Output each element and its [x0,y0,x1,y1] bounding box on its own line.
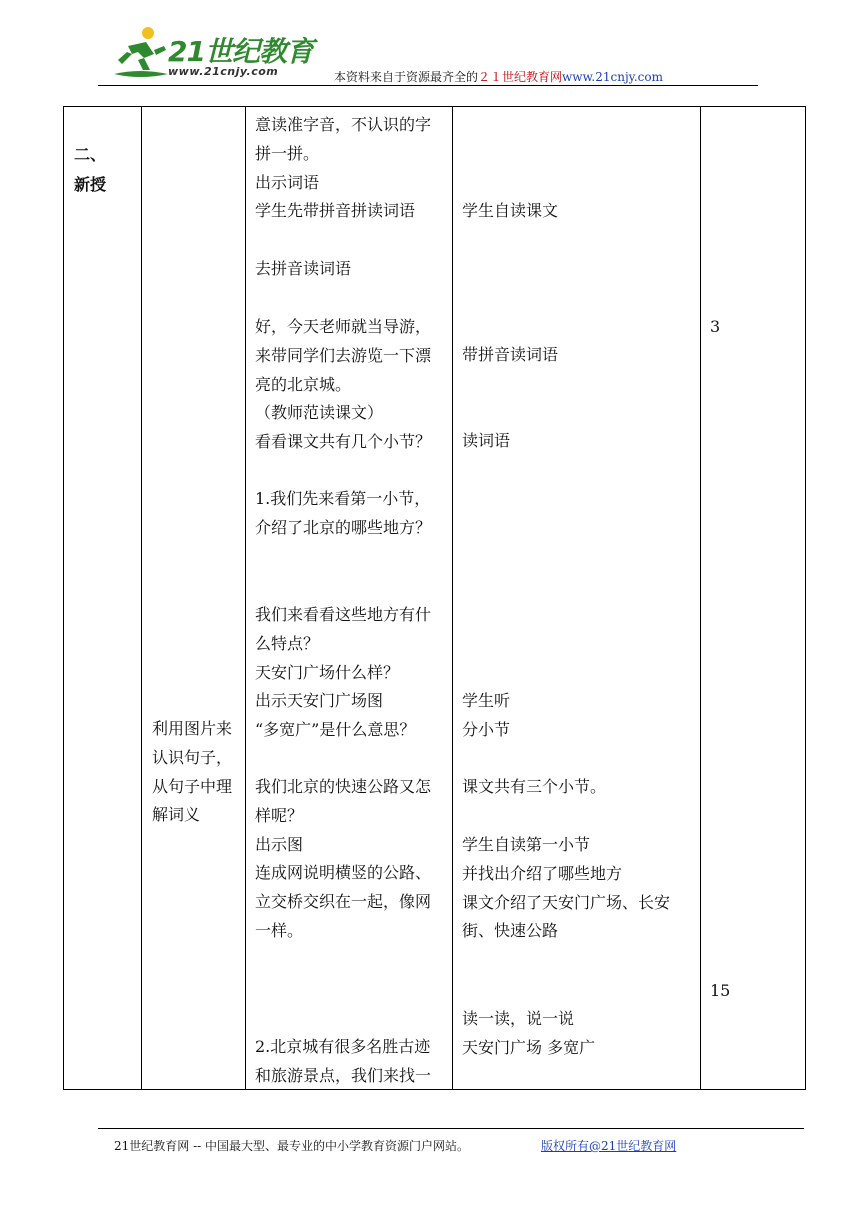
header-tagline-prefix: 本资料来自于资源最齐全的 [334,70,479,84]
header-divider [98,85,758,86]
student-line: 天安门广场 多宽广 [462,1037,596,1057]
time-cell [701,107,806,1090]
student-line: 学生自读第一小节 [462,835,591,854]
footer-copyright-link[interactable]: 版权所有@21世纪教育网 [541,1139,677,1153]
footer-text: 21世纪教育网 -- 中国最大型、最专业的中小学教育资源门户网站。 [114,1139,470,1153]
student-line: 学生听 [462,691,511,710]
student-line: 课文介绍了天安门广场、长安 [462,892,671,912]
teacher-line: 2.北京城有很多名胜古迹 [255,1037,431,1056]
student-activity-block [462,831,670,946]
student-line: 并找出介绍了哪些地方 [462,863,623,883]
teacher-line: 天安门广场什么样？ [255,662,400,682]
student-activity-block [462,341,558,370]
student-activity-block [462,427,510,456]
teacher-line: 1.我们先来看第一小节， [255,489,431,508]
student-line: 读词语 [462,431,511,450]
teacher-line: 和旅游景点，我们来找一 [255,1065,432,1085]
student-activity-block [462,197,558,226]
table-row [64,107,806,1090]
teacher-activity-cell [246,107,453,1090]
intent-line: 解词义 [152,805,201,825]
site-logo [110,24,313,82]
student-line: 街、快速公路 [462,921,559,941]
section-label [74,140,106,200]
teacher-activity-block [255,601,431,745]
student-line: 学生自读课文 [462,201,559,220]
logo-brand-text: 21世纪教育 [168,35,313,68]
teacher-line: 我们来看看这些地方有什 [255,605,432,624]
teacher-line: 好，今天老师就当导游， [255,317,432,336]
section-cell [64,107,142,1090]
teacher-line: 来带同学们去游览一下漂 [255,345,432,365]
teacher-line: 拼一拼。 [255,143,320,163]
teacher-line: （教师范读课文） [255,403,384,423]
teacher-line: “多宽广”是什么意思？ [255,720,416,740]
header-tagline [334,68,663,85]
teacher-line: 意读准字音，不认识的字 [255,115,432,134]
logo-url-text: www.21cnjy.com [168,65,279,78]
section-title: 新授 [74,175,107,194]
teacher-line: 立交桥交织在一起，像网 [255,892,432,912]
lesson-plan-table [63,106,806,1090]
teacher-line: 介绍了北京的哪些地方？ [255,517,432,537]
intent-line: 利用图片来 [152,719,233,738]
teacher-line: 一样。 [255,920,304,940]
teacher-line: 亮的北京城。 [255,374,352,394]
student-activity-cell [453,107,701,1090]
runner-logo-icon [110,24,172,82]
teacher-line: 样呢？ [255,805,304,825]
intent-text [152,715,232,830]
teacher-line: 出示天安门广场图 [255,691,384,711]
teacher-line: 连成网说明横竖的公路、 [255,863,432,883]
teacher-activity-block [255,255,351,284]
header-site-name: ２１世纪教育网 [478,70,563,84]
student-line: 读一读，说一说 [462,1009,575,1028]
intent-cell [142,107,246,1090]
time-value: 3 [710,317,721,336]
teacher-activity-block [255,111,431,226]
student-activity-block [462,687,510,745]
time-value: 15 [710,981,731,1000]
teacher-line: 去拼音读词语 [255,259,352,278]
intent-line: 从句子中理 [152,776,233,796]
teacher-line: 出示词语 [255,172,320,192]
teacher-line: 么特点？ [255,633,320,653]
student-line: 带拼音读词语 [462,345,559,364]
teacher-activity-block [255,485,431,543]
student-activity-block [462,773,606,802]
footer-divider [98,1128,804,1129]
teacher-activity-block [255,1033,431,1091]
teacher-line: 我们北京的快速公路又怎 [255,777,432,796]
intent-line: 认识句子， [152,747,233,767]
section-number: 二、 [74,145,107,164]
student-activity-block [462,1005,595,1063]
teacher-line: 出示图 [255,834,304,854]
teacher-line: 看看课文共有几个小节？ [255,432,432,452]
teacher-line: 学生先带拼音拼读词语 [255,201,416,221]
student-line: 分小节 [462,719,511,739]
teacher-activity-block [255,773,431,946]
teacher-activity-block [255,313,431,457]
student-line: 课文共有三个小节。 [462,777,607,796]
header-url-link[interactable]: www.21cnjy.com [562,70,663,84]
